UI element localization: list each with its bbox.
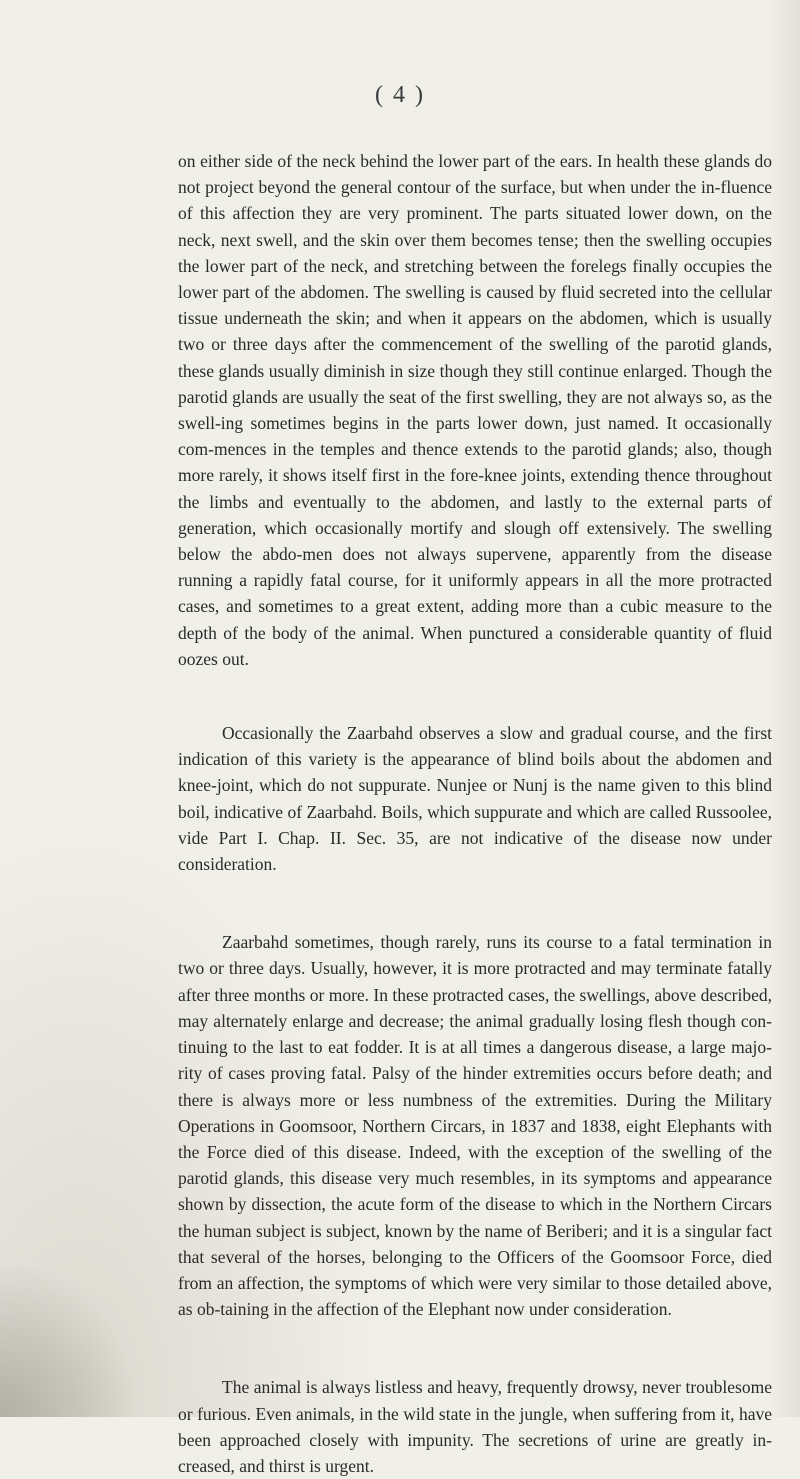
paragraph-1: on either side of the neck behind the lower part of the ears. In health these glands do not project beyond the general contour of the surface, but when under the in-fluence of this affection they are very prominent. The parts situated lower down, on the neck, next swell, and the skin over them becomes tense; then the swelling occupies the lower part of the neck, and stretching between the forelegs finally occupies the lower part of the abdomen. The swelling is caused by fluid secreted into the cellular tissue underneath the skin; and when it appears on the abdomen, which is usually two or three days after the commencement of the swelling of the parotid glands, these glands usually diminish in size though they still continue enlarged. Though the parotid glands are usually the seat of the first swelling, they are not always so, as the swell-ing sometimes begins in the parts lower down, just named. It occasionally com-mences in the temples and thence extends to the parotid glands; also, though more rarely, it shows itself first in the fore-knee joints, extending thence throughout the limbs and eventually to the abdomen, and lastly to the external parts of generation, which occasionally mortify and slough off extensively. The swelling below the abdo-men does not always supervene, apparently from the disease running a rapidly fatal course, for it uniformly appears in all the more protracted cases, and sometimes to a great extent, adding more than a cubic measure to the depth of the body of the animal. When punctured a considerable quantity of fluid oozes out.	[178, 151, 772, 669]
paragraph-4: The animal is always listless and heavy, frequently drowsy, never troublesome or furious. Even animals, in the wild state in the jungle, when suffering from it, have been approached closely with impunity. The secretions of urine are greatly in-creased, and thirst is urgent.	[178, 1377, 772, 1476]
page-number: ( 4 )	[375, 82, 425, 108]
paragraph-3: Zaarbahd sometimes, though rarely, runs its course to a fatal termination in two or three days. Usually, however, it is more protracted and may terminate fatally after three months or more. In these protracted cases, the swellings, above described, may alternately enlarge and decrease; the animal gradually losing flesh though con-tinuing to the last to eat fodder. It is at all times a dangerous disease, a large majo-rity of cases proving fatal. Palsy of the hinder extremities occurs before death; and there is always more or less numbness of the extremities. During the Military Operations in Goomsoor, Northern Circars, in 1837 and 1838, eight Elephants with the Force died of this disease. Indeed, with the exception of the swelling of the parotid glands, this disease very much resembles, in its symptoms and appearance shown by dissection, the acute form of the disease to which in the Northern Circars the human subject is subject, known by the name of Beriberi; and it is a singular fact that several of the horses, belonging to the Officers of the Goomsoor Force, died from an affection, the symptoms of which were very similar to those detailed above, as ob-taining in the affection of the Elephant now under consideration.	[178, 932, 772, 1320]
paragraph-2: Occasionally the Zaarbahd observes a slow and gradual course, and the first indication of this variety is the appearance of blind boils about the abdomen and knee-joint, which do not suppurate. Nunjee or Nunj is the name given to this blind boil, indicative of Zaarbahd. Boils, which suppurate and which are called Russoolee, vide Part I. Chap. II. Sec. 35, are not indicative of the disease now under consideration.	[178, 723, 772, 875]
page-edge-shadow	[0, 1257, 140, 1417]
body-text	[178, 148, 772, 1479]
